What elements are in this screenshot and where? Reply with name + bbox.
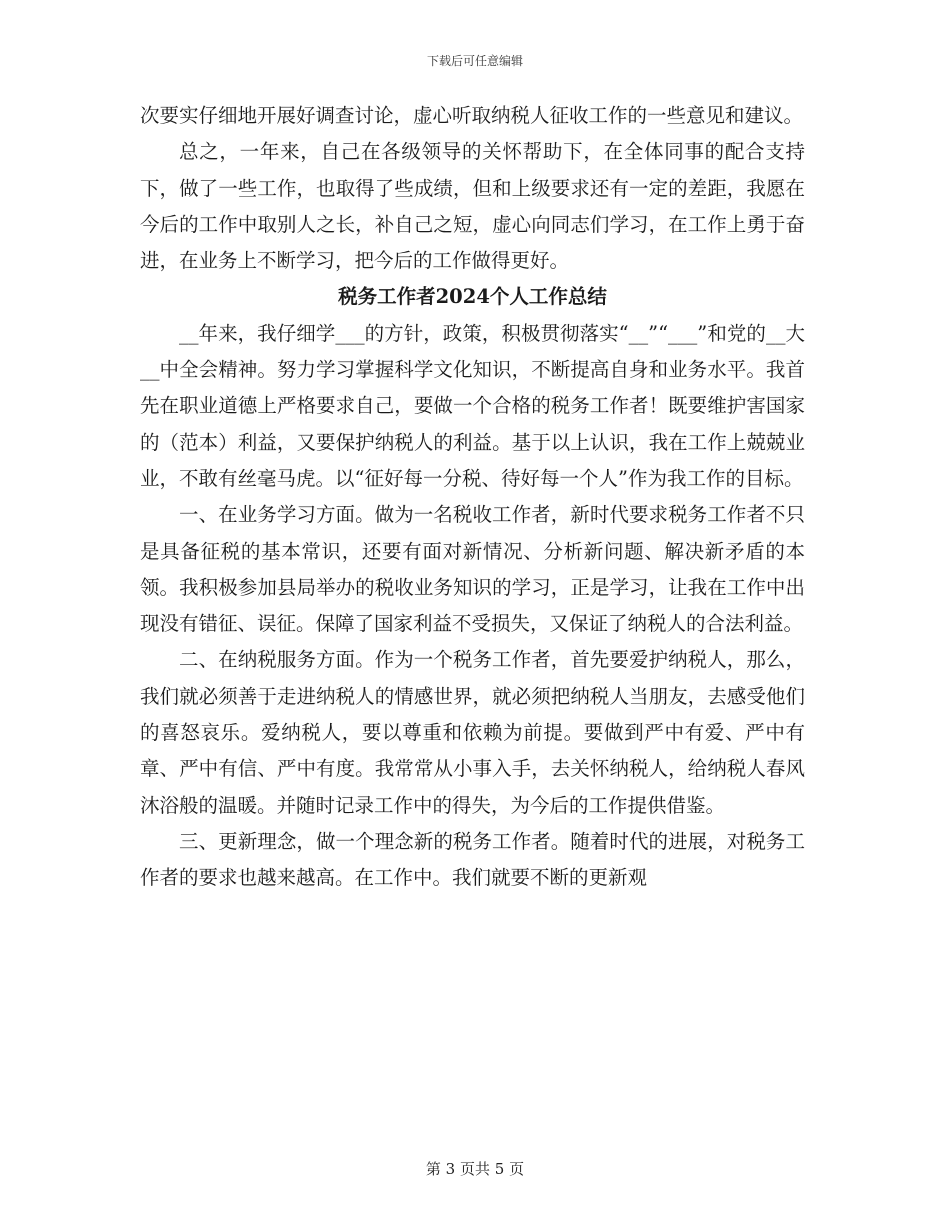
paragraph-continuation: 次要实仔细地开展好调查讨论，虚心听取纳税人征收工作的一些意见和建议。 — [140, 104, 804, 127]
paragraph-tax-service: 二、在纳税服务方面。作为一个税务工作者，首先要爱护纳税人，那么，我们就必须善于走进纳税人的情感世界，就必须把纳税人当朋友，去感受他们的喜怒哀乐。爱纳税人，要以尊重和依赖为前提。要做到严中有爱、严中有章、严中有信、严中有度。我常常从小事入手，去关怀纳税人，给纳税人春风沐浴般的温暖。并随时记录工作中的得失，为今后的工作提供借鉴。 — [140, 648, 805, 817]
document-body — [140, 98, 805, 897]
paragraph-intro: __年来，我仔细学___的方针，政策，积极贯彻落实“__”“___”和党的__大__中全会精神。努力学习掌握科学文化知识，不断提高自身和业务水平。我首先在职业道德上严格要求自己，要做一个合格的税务工作者！既要维护害国家的（范本）利益，又要保护纳税人的利益。基于以上认识，我在工作上兢兢业业，不敢有丝毫马虎。以“征好每一分税、待好每一个人”作为我工作的目标。 — [140, 321, 805, 490]
page-footer: 第 3 页共 5 页 — [425, 1160, 525, 1178]
paragraph-summary: 总之，一年来，自己在各级领导的关怀帮助下，在全体同事的配合支持下，做了一些工作，也取得了些成绩，但和上级要求还有一定的差距，我愿在今后的工作中取别人之长，补自己之短，虚心向同志们学习，在工作上勇于奋进，在业务上不断学习，把今后的工作做得更好。 — [140, 140, 805, 273]
page-header: 下载后可任意编辑 — [426, 54, 523, 68]
section-title: 税务工作者2024个人工作总结 — [338, 285, 607, 309]
paragraph-business-study: 一、在业务学习方面。做为一名税收工作者，新时代要求税务工作者不只是具备征税的基本常识，还要有面对新情况、分析新问题、解决新矛盾的本领。我积极参加县局举办的税收业务知识的学习，正是学习，让我在工作中出现没有错征、误征。保障了国家利益不受损失，又保证了纳税人的合法利益。 — [140, 503, 805, 636]
paragraph-update-concept: 三、更新理念，做一个理念新的税务工作者。随着时代的进展，对税务工作者的要求也越来越高。在工作中。我们就要不断的更新观 — [140, 829, 805, 890]
